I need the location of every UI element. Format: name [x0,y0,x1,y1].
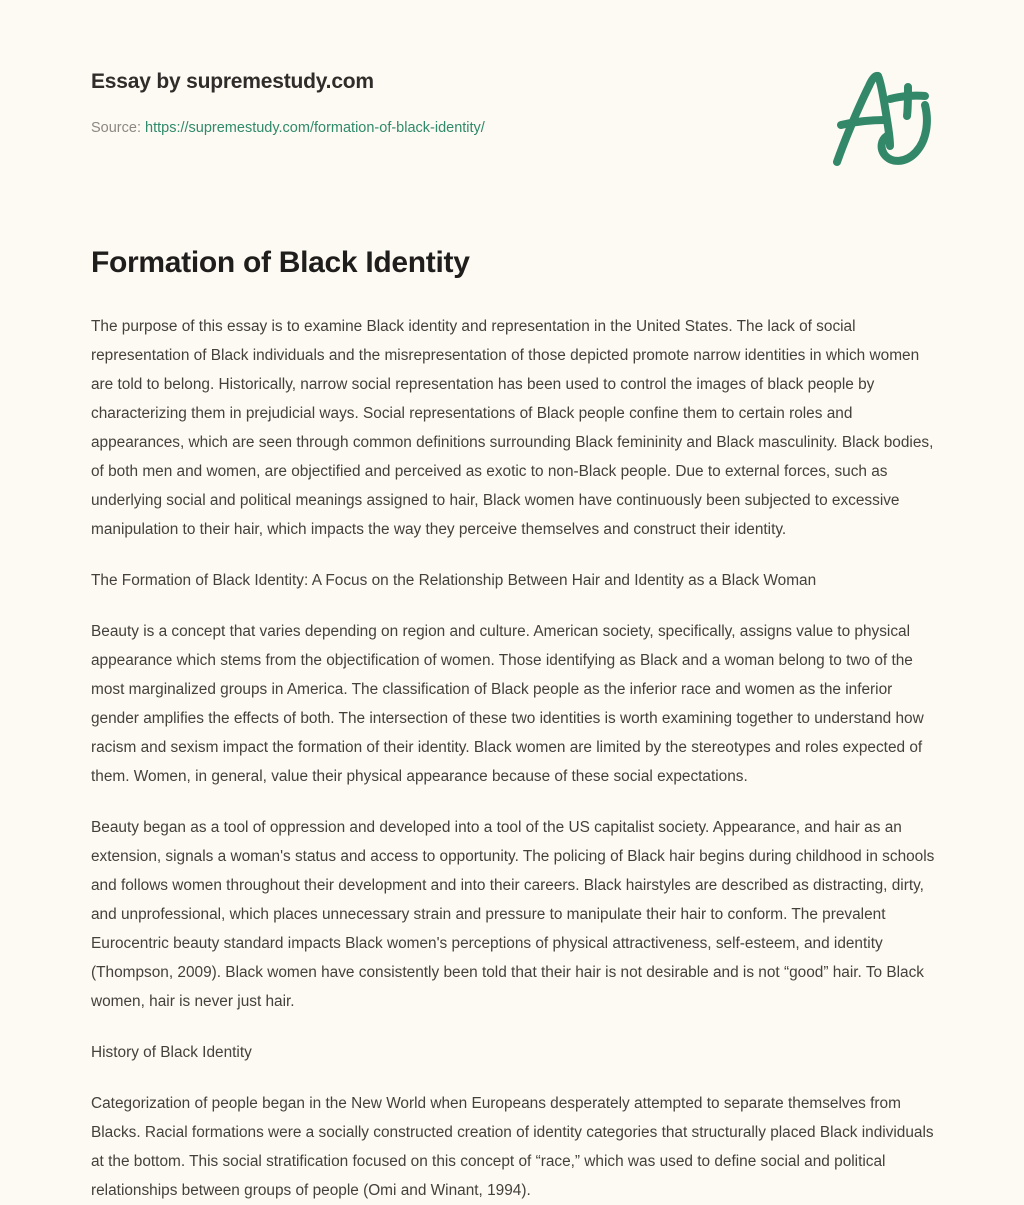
source-line [91,120,485,136]
page-header [0,0,1024,200]
source-label: Source: [91,120,141,136]
a-plus-logo-icon [824,66,942,170]
essay-paragraph: Beauty began as a tool of oppression and developed into a tool of the US capitalist society. Appearance, and hair as an extension, signals a woman's status and access to opportunity. The policing of Black hair begins during childhood in schools and follows women throughout their development and into their careers. Black hairstyles are described as distracting, dirty, and unprofessional, which places unnecessary strain and pressure to manipulate their hair to conform. The prevalent Eurocentric beauty standard impacts Black women's perceptions of physical attractiveness, self-esteem, and identity (Thompson, 2009). Black women have consistently been told that their hair is not desirable and is not “good” hair. To Black women, hair is never just hair. [91,818,935,1010]
essay-paragraph: The purpose of this essay is to examine Black identity and representation in the United States. The lack of social representation of Black individuals and the misrepresentation of those depicted promote narrow identities in which women are told to belong. Historically, narrow social representation has been used to control the images of black people by characterizing them in prejudicial ways. Social representations of Black people confine them to certain roles and appearances, which are seen through common definitions surrounding Black femininity and Black masculinity. Black bodies, of both men and women, are objectified and perceived as exotic to non-Black people. Due to external forces, such as underlying social and political meanings assigned to hair, Black women have continuously been subjected to excessive manipulation to their hair, which impacts the way they perceive themselves and construct their identity. [91,317,934,538]
essay-subheading: History of Black Identity [91,1043,252,1061]
essay-paragraph: Categorization of people began in the New World when Europeans desperately attempted to separate themselves from Blacks. Racial formations were a socially constructed creation of identity categories that structurally placed Black individuals at the bottom. This social stratification focused on this concept of “race,” which was used to define social and political relationships between groups of people (Omi and Winant, 1994). [91,1094,934,1199]
page-title: Formation of Black Identity [91,246,470,279]
brand-byline: Essay by supremestudy.com [91,70,374,93]
document-body [91,245,935,1205]
source-url-link[interactable]: https://supremestudy.com/formation-of-black-identity/ [145,120,485,136]
essay-paragraph: Beauty is a concept that varies depending on region and culture. American society, specifically, assigns value to physical appearance which stems from the objectification of women. Those identifying as Black and a woman belong to two of the most marginalized groups in America. The classification of Black people as the inferior race and women as the inferior gender amplifies the effects of both. The intersection of these two identities is worth examining together to understand how racism and sexism impact the formation of their identity. Black women are limited by the stereotypes and roles expected of them. Women, in general, value their physical appearance because of these social expectations. [91,622,924,785]
essay-subheading: The Formation of Black Identity: A Focus on the Relationship Between Hair and Identity as a Black Woman [91,571,817,589]
